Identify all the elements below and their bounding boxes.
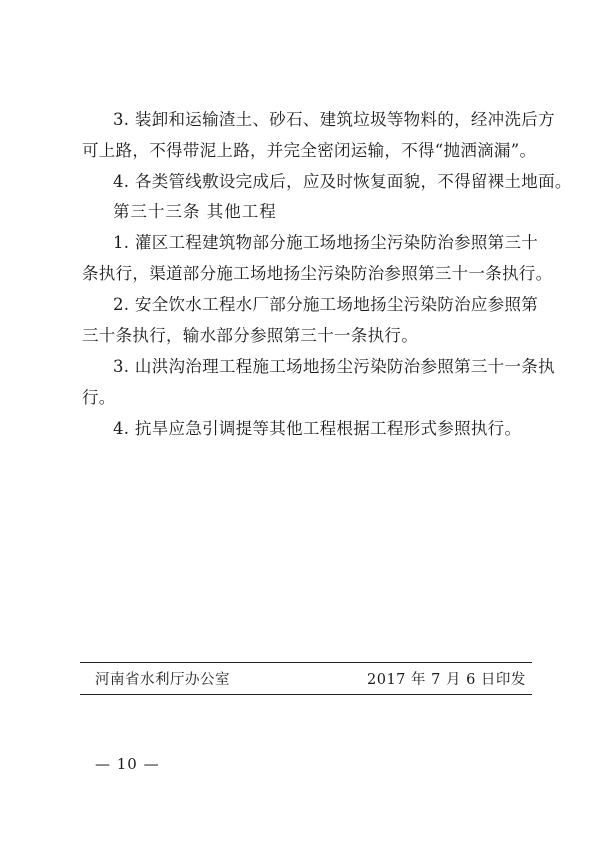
paragraph-line: 3. 装卸和运输渣土、砂石、建筑垃圾等物料的，经冲洗后方 [113, 110, 555, 129]
paragraph-line: 2. 安全饮水工程水厂部分施工场地扬尘污染防治应参照第 [113, 295, 539, 314]
paragraph-line: 行。 [82, 388, 116, 407]
page-number: — 10 — [95, 755, 160, 773]
paragraph-line: 4. 抗旱应急引调提等其他工程根据工程形式参照执行。 [113, 419, 522, 438]
footer-bottom-rule [80, 694, 532, 695]
paragraph-line: 条执行，渠道部分施工场地扬尘污染防治参照第三十一条执行。 [82, 264, 553, 283]
paragraph-line: 1. 灌区工程建筑物部分施工场地扬尘污染防治参照第三十 [113, 233, 539, 252]
paragraph-line: 三十条执行，输水部分参照第三十一条执行。 [82, 326, 418, 345]
paragraph-line: 3. 山洪沟治理工程施工场地扬尘污染防治参照第三十一条执 [113, 357, 555, 376]
footer-issue-date: 2017 年 7 月 6 日印发 [367, 672, 526, 688]
paragraph-line: 可上路，不得带泥上路，并完全密闭运输，不得“抛洒滴漏”。 [82, 141, 537, 160]
article-heading: 第三十三条 其他工程 [113, 202, 277, 221]
footer-top-rule [80, 662, 532, 663]
footer-issuer: 河南省水利厅办公室 [95, 672, 230, 688]
paragraph-line: 4. 各类管线敷设完成后，应及时恢复面貌，不得留裸土地面。 [113, 172, 572, 191]
